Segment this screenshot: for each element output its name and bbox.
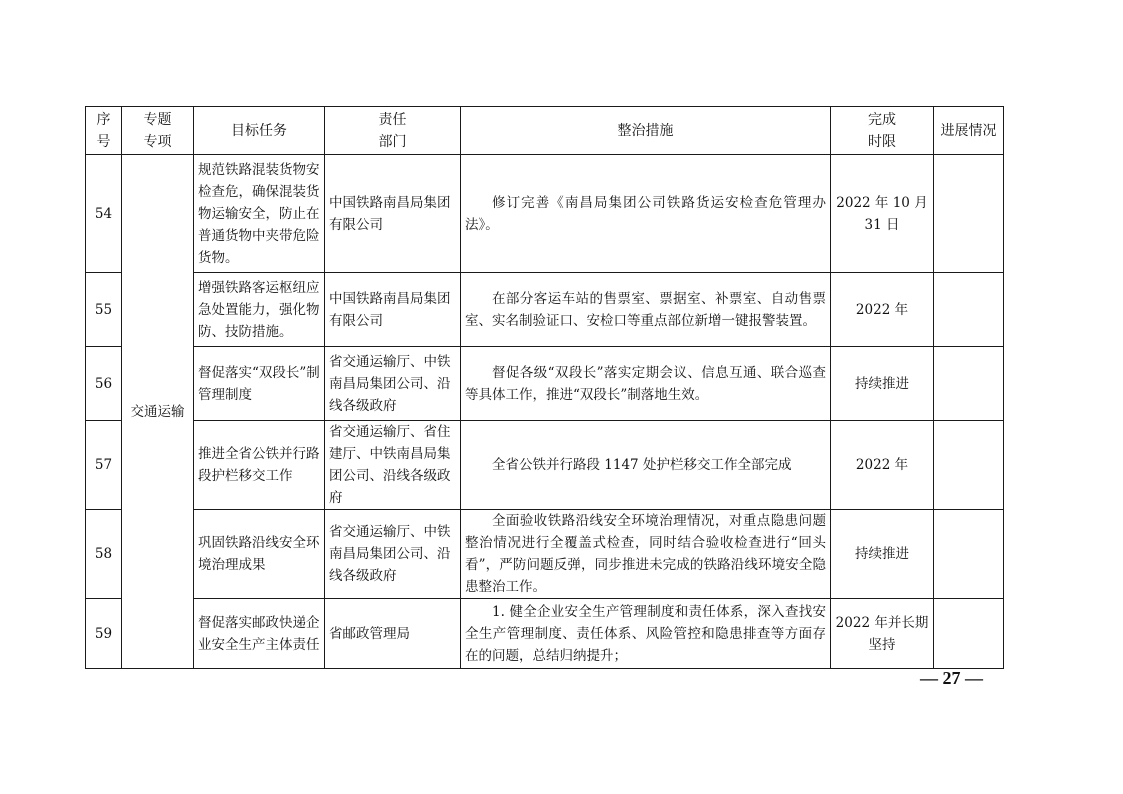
row-seq: 58 — [86, 510, 122, 599]
header-target: 目标任务 — [194, 107, 325, 155]
row-target: 规范铁路混装货物安检查危，确保混装货物运输安全，防止在普通货物中夹带危险货物。 — [194, 155, 325, 273]
row-measures: 1. 健全企业安全生产管理制度和责任体系，深入查找安全生产管理制度、责任体系、风险管控和隐患排查等方面存在的问题，总结归纳提升； — [461, 599, 831, 669]
row-target: 增强铁路客运枢纽应急处置能力，强化物防、技防措施。 — [194, 273, 325, 347]
header-row — [86, 107, 1004, 155]
header-progress: 进展情况 — [934, 107, 1004, 155]
row-dept: 省邮政管理局 — [325, 599, 461, 669]
row-target: 推进全省公铁并行路段护栏移交工作 — [194, 421, 325, 510]
row-seq: 59 — [86, 599, 122, 669]
table-row — [86, 421, 1004, 510]
table-row — [86, 155, 1004, 273]
row-dept: 中国铁路南昌局集团有限公司 — [325, 155, 461, 273]
row-target: 巩固铁路沿线安全环境治理成果 — [194, 510, 325, 599]
row-progress — [934, 510, 1004, 599]
header-deadline-line1: 完成 — [868, 111, 896, 128]
row-deadline: 持续推进 — [831, 347, 934, 421]
row-measures: 在部分客运车站的售票室、票据室、补票室、自动售票室、实名制验证口、安检口等重点部位新增一键报警装置。 — [461, 273, 831, 347]
page-number: — 27 — — [920, 668, 983, 688]
row-seq: 55 — [86, 273, 122, 347]
header-topic-line1: 专题 — [143, 111, 172, 128]
row-dept: 省交通运输厅、中铁南昌局集团公司、沿线各级政府 — [325, 510, 461, 599]
table-row — [86, 273, 1004, 347]
row-measures: 全面验收铁路沿线安全环境治理情况，对重点隐患问题整治情况进行全覆盖式检查，同时结合验收检查进行“回头看”，严防问题反弹，同步推进未完成的铁路沿线环境安全隐患整治工作。 — [461, 510, 831, 599]
header-dept-line2: 部门 — [378, 133, 407, 150]
row-seq: 54 — [86, 155, 122, 273]
header-deadline-line2: 时限 — [868, 133, 896, 150]
row-target: 督促落实“双段长”制管理制度 — [194, 347, 325, 421]
row-measures: 全省公铁并行路段 1147 处护栏移交工作全部完成 — [461, 421, 831, 510]
task-table — [85, 106, 1004, 669]
row-deadline: 2022 年并长期坚持 — [831, 599, 934, 669]
row-dept: 中国铁路南昌局集团有限公司 — [325, 273, 461, 347]
header-deadline — [831, 107, 934, 155]
row-progress — [934, 155, 1004, 273]
row-progress — [934, 347, 1004, 421]
header-dept — [325, 107, 461, 155]
row-measures: 修订完善《南昌局集团公司铁路货运安检查危管理办法》。 — [461, 155, 831, 273]
header-measures: 整治措施 — [461, 107, 831, 155]
row-progress — [934, 273, 1004, 347]
row-deadline: 持续推进 — [831, 510, 934, 599]
header-dept-line1: 责任 — [378, 111, 407, 128]
row-seq: 56 — [86, 347, 122, 421]
header-seq: 序号 — [86, 107, 122, 155]
row-deadline: 2022 年 10 月 31 日 — [831, 155, 934, 273]
row-progress — [934, 421, 1004, 510]
row-target: 督促落实邮政快递企业安全生产主体责任 — [194, 599, 325, 669]
row-deadline: 2022 年 — [831, 421, 934, 510]
row-deadline: 2022 年 — [831, 273, 934, 347]
row-measures: 督促各级“双段长”落实定期会议、信息互通、联合巡查等具体工作，推进“双段长”制落地生效。 — [461, 347, 831, 421]
row-dept: 省交通运输厅、中铁南昌局集团公司、沿线各级政府 — [325, 347, 461, 421]
table-row — [86, 510, 1004, 599]
header-topic — [122, 107, 194, 155]
table-row — [86, 599, 1004, 669]
row-dept: 省交通运输厅、省住建厅、中铁南昌局集团公司、沿线各级政府 — [325, 421, 461, 510]
table-row — [86, 347, 1004, 421]
category-cell: 交通运输 — [122, 155, 194, 669]
row-progress — [934, 599, 1004, 669]
header-topic-line2: 专项 — [143, 133, 172, 150]
row-seq: 57 — [86, 421, 122, 510]
